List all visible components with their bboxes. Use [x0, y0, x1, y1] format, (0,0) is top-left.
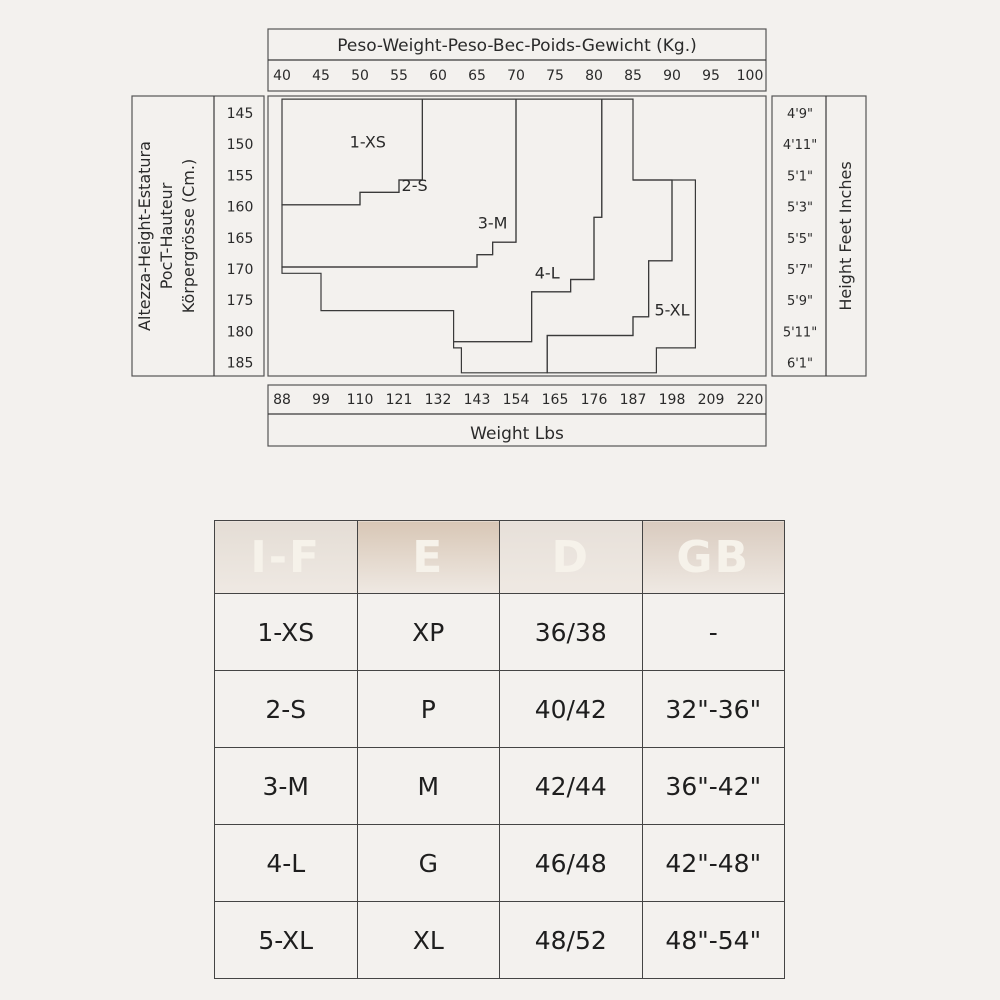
column-header-i-f: I-F	[215, 521, 358, 594]
kg-tick-label: 75	[546, 68, 564, 84]
kg-tick-label: 60	[429, 68, 447, 84]
lbs-tick-label: 198	[658, 392, 686, 408]
table-cell: 48/52	[500, 902, 643, 979]
kg-axis	[268, 29, 766, 91]
table-cell: 46/48	[500, 825, 643, 902]
table-cell: 1-XS	[215, 594, 358, 671]
lbs-tick-label: 209	[697, 392, 725, 408]
zone-label: 1-XS	[349, 132, 386, 152]
table-cell: 42/44	[500, 748, 643, 825]
kg-tick-label: 100	[736, 68, 764, 84]
table-cell: 2-S	[215, 671, 358, 748]
column-header-e: E	[357, 521, 500, 594]
plot-area	[268, 96, 766, 376]
table-cell: 48"-54"	[642, 902, 785, 979]
feet-tick-label: 5'1"	[786, 169, 814, 185]
zone-5-xl-region	[547, 180, 695, 373]
cm-tick-label: 180	[226, 324, 254, 341]
cm-axis-label-line-2: PocT-Hauteur	[157, 182, 176, 290]
kg-tick-label: 50	[351, 68, 369, 84]
table-cell: P	[357, 671, 500, 748]
table-cell: 3-M	[215, 748, 358, 825]
table-row	[215, 671, 785, 748]
lbs-tick-label: 187	[619, 392, 647, 408]
lbs-tick-label: 176	[580, 392, 608, 408]
column-header-d: D	[500, 521, 643, 594]
lbs-tick-label: 99	[312, 392, 330, 408]
lbs-tick-label: 121	[385, 392, 413, 408]
lbs-tick-label: 88	[273, 392, 291, 408]
kg-tick-label: 90	[663, 68, 681, 84]
table-cell: 36"-42"	[642, 748, 785, 825]
lbs-tick-label: 220	[736, 392, 764, 408]
kg-tick-label: 85	[624, 68, 642, 84]
table-cell: XP	[357, 594, 500, 671]
kg-tick-label: 80	[585, 68, 603, 84]
cm-tick-label: 185	[226, 355, 254, 372]
table-cell: M	[357, 748, 500, 825]
table-cell: 5-XL	[215, 902, 358, 979]
kg-tick-label: 65	[468, 68, 486, 84]
zone-2-s-region	[282, 99, 516, 267]
zone-3-m-region	[282, 99, 602, 342]
table-cell: -	[642, 594, 785, 671]
table-cell: 42"-48"	[642, 825, 785, 902]
feet-tick-label: 4'11"	[782, 138, 818, 154]
feet-tick-label: 6'1"	[786, 356, 814, 372]
zone-label: 4-L	[534, 263, 560, 283]
zone-label: 2-S	[401, 176, 428, 196]
cm-tick-label: 175	[226, 293, 254, 310]
table-cell: 36/38	[500, 594, 643, 671]
table-cell: 4-L	[215, 825, 358, 902]
kg-tick-label: 40	[273, 68, 291, 84]
cm-tick-label: 145	[226, 106, 254, 122]
table-row	[215, 748, 785, 825]
cm-tick-label: 150	[226, 137, 254, 154]
cm-axis	[132, 96, 264, 376]
lbs-axis	[268, 385, 766, 446]
cm-tick-label: 165	[226, 230, 254, 247]
kg-tick-label: 70	[507, 68, 525, 84]
feet-tick-label: 5'11"	[782, 325, 818, 341]
lbs-tick-label: 110	[346, 392, 374, 408]
table-cell: G	[357, 825, 500, 902]
column-header-gb: GB	[642, 521, 785, 594]
cm-tick-label: 160	[226, 199, 254, 216]
kg-tick-label: 95	[702, 68, 720, 84]
kg-tick-label: 55	[390, 68, 408, 84]
feet-axis	[772, 96, 866, 376]
zone-4-l-region	[454, 99, 672, 373]
cm-axis-label-line-3: Körpergrösse (Cm.)	[179, 158, 198, 314]
feet-tick-label: 5'5"	[786, 231, 814, 247]
lbs-tick-label: 165	[541, 392, 569, 408]
feet-tick-label: 5'7"	[786, 263, 814, 278]
lbs-tick-label: 154	[502, 392, 530, 408]
zone-label: 3-M	[477, 213, 508, 233]
table-row	[215, 594, 785, 671]
table-row	[215, 902, 785, 979]
table-cell: XL	[357, 902, 500, 979]
table-row	[215, 825, 785, 902]
cm-tick-label: 155	[226, 168, 254, 185]
feet-tick-label: 4'9"	[786, 107, 814, 122]
table-cell: 32"-36"	[642, 671, 785, 748]
table-header-row	[215, 521, 785, 594]
size-conversion-table	[214, 520, 785, 979]
kg-tick-label: 45	[312, 68, 330, 84]
cm-axis-label-line-1: Altezza-Height-Estatura	[135, 141, 154, 331]
cm-tick-label: 170	[226, 262, 254, 278]
feet-tick-label: 5'3"	[786, 200, 814, 216]
lbs-tick-label: 132	[424, 392, 452, 408]
lbs-axis-label: Weight Lbs	[470, 424, 564, 444]
table-cell: 40/42	[500, 671, 643, 748]
feet-axis-label: Height Feet Inches	[836, 161, 855, 311]
lbs-tick-label: 143	[463, 392, 491, 408]
zone-label: 5-XL	[654, 300, 690, 320]
kg-axis-label: Peso-Weight-Peso-Bec-Poids-Gewicht (Kg.)	[337, 36, 697, 56]
feet-tick-label: 5'9"	[786, 294, 814, 310]
